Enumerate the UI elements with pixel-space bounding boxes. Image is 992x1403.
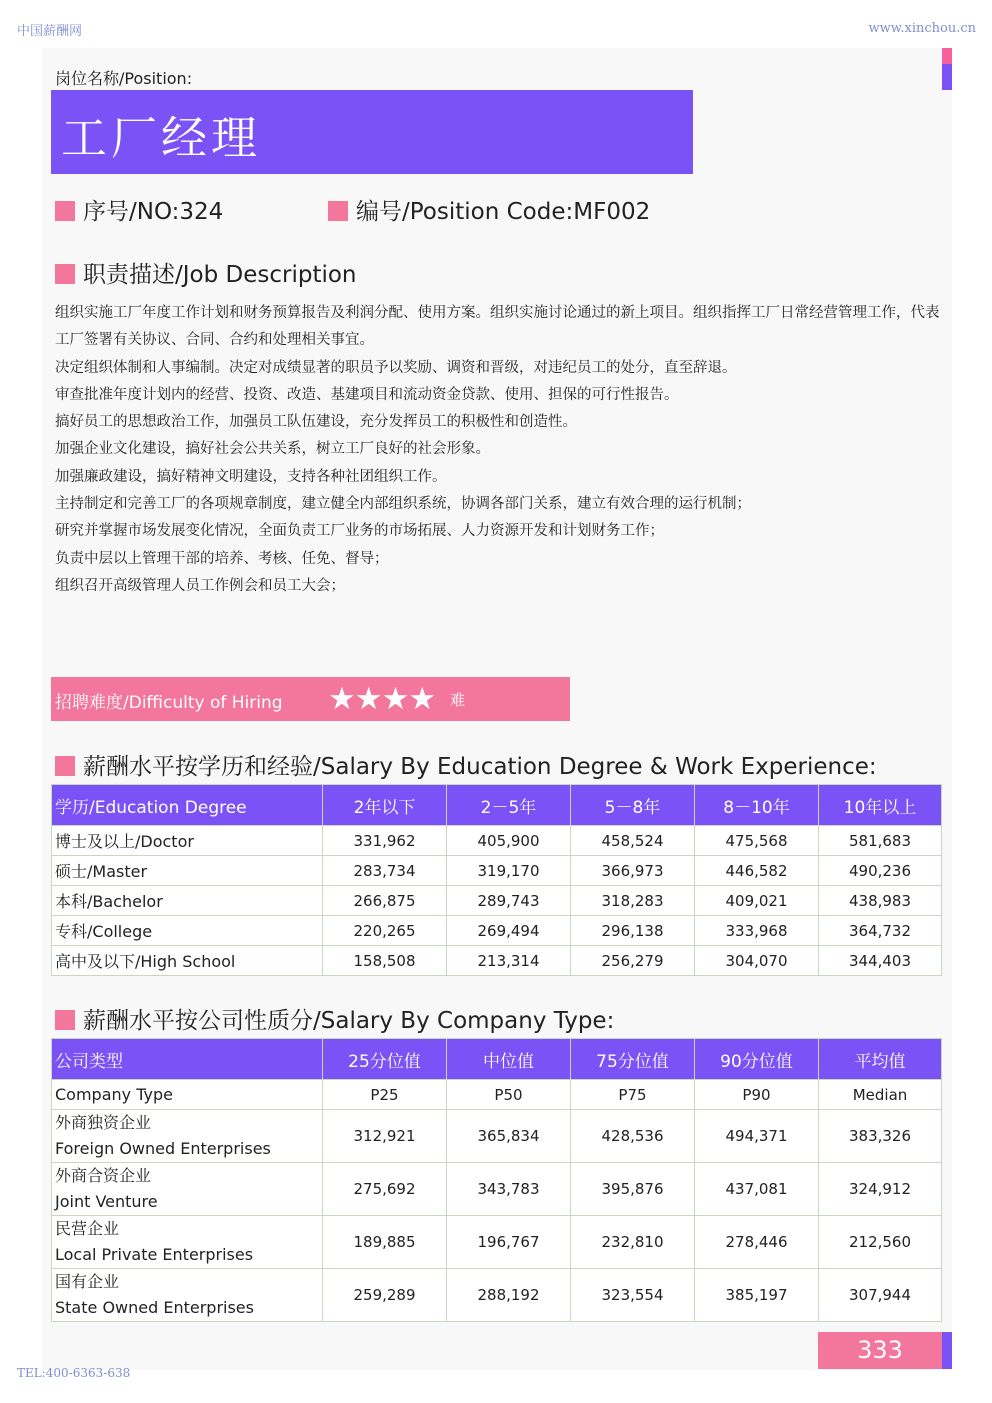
table-cell: 438,983 xyxy=(819,886,942,916)
table-cell: 232,810 xyxy=(571,1216,695,1269)
description-line: 决定组织体制和人事编制。决定对成绩显著的职员予以奖励、调资和晋级，对违纪员工的处分，直至辞退。 xyxy=(55,359,737,376)
table-cell: 365,834 xyxy=(447,1110,571,1163)
table-cell: 307,944 xyxy=(819,1269,942,1322)
table-row xyxy=(52,946,942,976)
description-line: 主持制定和完善工厂的各项规章制度，建立健全内部组织系统，协调各部门关系，建立有效合理的运行机制； xyxy=(55,496,751,513)
column-header: 90分位值 xyxy=(695,1039,819,1080)
table-row xyxy=(52,886,942,916)
table-cell: 395,876 xyxy=(571,1163,695,1216)
company-type-cn: 外商合资企业 xyxy=(55,1166,152,1185)
position-label: 岗位名称/Position: xyxy=(55,69,193,88)
table-cell: 494,371 xyxy=(695,1110,819,1163)
table-row xyxy=(52,1269,942,1322)
salary-by-company-heading-text: 薪酬水平按公司性质分/Salary By Company Type: xyxy=(83,1008,615,1034)
company-type-en: Foreign Owned Enterprises xyxy=(55,1139,271,1158)
description-line: 审查批准年度计划内的经营、投资、改造、基建项目和流动资金贷款、使用、担保的可行性报告。 xyxy=(55,386,679,403)
company-type-cn: 国有企业 xyxy=(55,1272,120,1291)
table-cell: P25 xyxy=(323,1080,447,1110)
description-line: 组织实施工厂年度工作计划和财务预算报告及利润分配、使用方案。组织实施讨论通过的新上项目。组织指挥工厂日常经营管理工作，代表工厂签署有关协议、合同、合约和处理相关事宜。 xyxy=(55,305,940,349)
description-line: 加强廉政建设，搞好精神文明建设，支持各种社团组织工作。 xyxy=(55,468,447,485)
column-header: 学历/Education Degree xyxy=(52,785,323,826)
table-cell: 278,446 xyxy=(695,1216,819,1269)
company-type-cn: 外商独资企业 xyxy=(55,1113,152,1132)
bullet-square-icon xyxy=(55,201,75,221)
table-cell: 196,767 xyxy=(447,1216,571,1269)
row-label xyxy=(52,1216,323,1269)
table-cell: 437,081 xyxy=(695,1163,819,1216)
table-row xyxy=(52,856,942,886)
company-type-en: Local Private Enterprises xyxy=(55,1245,254,1264)
table-cell: 409,021 xyxy=(695,886,819,916)
table-cell: 312,921 xyxy=(323,1110,447,1163)
row-label: 专科/College xyxy=(52,916,323,946)
bullet-square-icon xyxy=(55,1010,75,1030)
row-label: 高中及以下/High School xyxy=(52,946,323,976)
column-header: 75分位值 xyxy=(571,1039,695,1080)
salary-by-education-heading-text: 薪酬水平按学历和经验/Salary By Education Degree & Work Experience: xyxy=(83,754,877,780)
page-number-accent xyxy=(942,1332,952,1369)
table-cell: 288,192 xyxy=(447,1269,571,1322)
table-cell: 385,197 xyxy=(695,1269,819,1322)
row-label: 硕士/Master xyxy=(52,856,323,886)
row-label xyxy=(52,1110,323,1163)
table-cell: 266,875 xyxy=(323,886,447,916)
position-title-box xyxy=(51,90,693,174)
column-header: 2－5年 xyxy=(447,785,571,826)
table-cell: 331,962 xyxy=(323,826,447,856)
bullet-square-icon xyxy=(55,264,75,284)
table-cell: 296,138 xyxy=(571,916,695,946)
description-line: 组织召开高级管理人员工作例会和员工大会； xyxy=(55,577,345,594)
star-rating-icon: ★★★★ xyxy=(328,681,436,717)
job-description-heading-text: 职责描述/Job Description xyxy=(83,262,357,288)
table-header-row xyxy=(52,1039,942,1080)
table-cell: 283,734 xyxy=(323,856,447,886)
table-cell: 344,403 xyxy=(819,946,942,976)
row-label: 博士及以上/Doctor xyxy=(52,826,323,856)
table-cell: 275,692 xyxy=(323,1163,447,1216)
table-cell: 269,494 xyxy=(447,916,571,946)
table-row xyxy=(52,1163,942,1216)
salary-by-company-table xyxy=(51,1038,942,1322)
table-cell: P75 xyxy=(571,1080,695,1110)
hiring-difficulty-label: 招聘难度/Difficulty of Hiring xyxy=(55,693,283,713)
table-row xyxy=(52,1110,942,1163)
table-cell: 213,314 xyxy=(447,946,571,976)
row-label xyxy=(52,1269,323,1322)
column-header: 公司类型 xyxy=(52,1039,323,1080)
table-cell: 383,326 xyxy=(819,1110,942,1163)
table-cell: 220,265 xyxy=(323,916,447,946)
position-title: 工厂经理 xyxy=(61,111,261,165)
table-cell: 289,743 xyxy=(447,886,571,916)
table-cell: Median xyxy=(819,1080,942,1110)
table-cell: 256,279 xyxy=(571,946,695,976)
table-cell: P90 xyxy=(695,1080,819,1110)
table-cell: 364,732 xyxy=(819,916,942,946)
salary-by-company-heading xyxy=(55,1002,614,1035)
table-cell: 304,070 xyxy=(695,946,819,976)
column-header: 10年以上 xyxy=(819,785,942,826)
page-number: 333 xyxy=(818,1332,942,1369)
table-cell: 446,582 xyxy=(695,856,819,886)
table-cell: 458,524 xyxy=(571,826,695,856)
table-cell: 405,900 xyxy=(447,826,571,856)
bullet-square-icon xyxy=(328,201,348,221)
table-cell: 324,912 xyxy=(819,1163,942,1216)
company-type-en: Joint Venture xyxy=(55,1192,158,1211)
column-header: 5－8年 xyxy=(571,785,695,826)
hiring-difficulty-bar xyxy=(51,677,570,721)
table-header-row xyxy=(52,785,942,826)
table-cell: 212,560 xyxy=(819,1216,942,1269)
table-cell: 319,170 xyxy=(447,856,571,886)
position-number-text: 序号/NO:324 xyxy=(83,199,224,225)
description-line: 加强企业文化建设，搞好社会公共关系，树立工厂良好的社会形象。 xyxy=(55,441,490,458)
table-cell: 333,968 xyxy=(695,916,819,946)
table-cell: 490,236 xyxy=(819,856,942,886)
hiring-difficulty-level: 难 xyxy=(450,691,466,709)
website-url[interactable]: www.xinchou.cn xyxy=(868,21,976,36)
table-cell: 158,508 xyxy=(323,946,447,976)
column-header: 25分位值 xyxy=(323,1039,447,1080)
table-cell: 323,554 xyxy=(571,1269,695,1322)
table-row xyxy=(52,826,942,856)
side-accent-bar xyxy=(942,48,952,90)
table-cell: 343,783 xyxy=(447,1163,571,1216)
row-label: 本科/Bachelor xyxy=(52,886,323,916)
table-row xyxy=(52,1216,942,1269)
description-line: 搞好员工的思想政治工作，加强员工队伍建设，充分发挥员工的积极性和创造性。 xyxy=(55,414,577,431)
column-header: 中位值 xyxy=(447,1039,571,1080)
description-line: 研究并掌握市场发展变化情况，全面负责工厂业务的市场拓展、人力资源开发和计划财务工作； xyxy=(55,523,664,540)
bullet-square-icon xyxy=(55,756,75,776)
table-cell: 428,536 xyxy=(571,1110,695,1163)
table-cell: 318,283 xyxy=(571,886,695,916)
company-type-en: State Owned Enterprises xyxy=(55,1298,254,1317)
column-header: 平均值 xyxy=(819,1039,942,1080)
table-cell: 475,568 xyxy=(695,826,819,856)
table-cell: P50 xyxy=(447,1080,571,1110)
job-description-heading xyxy=(55,256,357,289)
description-line: 负责中层以上管理干部的培养、考核、任免、督导； xyxy=(55,550,389,567)
job-description-body xyxy=(55,300,945,600)
row-label: Company Type xyxy=(52,1080,323,1110)
position-code xyxy=(328,193,650,226)
column-header: 2年以下 xyxy=(323,785,447,826)
position-code-text: 编号/Position Code:MF002 xyxy=(356,199,651,225)
company-type-cn: 民营企业 xyxy=(55,1219,120,1238)
position-number xyxy=(55,193,223,226)
column-header: 8－10年 xyxy=(695,785,819,826)
brand-logo-text: 中国薪酬网 xyxy=(17,24,83,39)
contact-phone: TEL:400-6363-638 xyxy=(17,1366,131,1380)
row-label xyxy=(52,1163,323,1216)
table-cell: 581,683 xyxy=(819,826,942,856)
table-cell: 259,289 xyxy=(323,1269,447,1322)
table-cell: 366,973 xyxy=(571,856,695,886)
table-row xyxy=(52,916,942,946)
salary-by-education-heading xyxy=(55,748,877,781)
salary-by-education-table xyxy=(51,784,942,976)
table-cell: 189,885 xyxy=(323,1216,447,1269)
table-subheader-row xyxy=(52,1080,942,1110)
